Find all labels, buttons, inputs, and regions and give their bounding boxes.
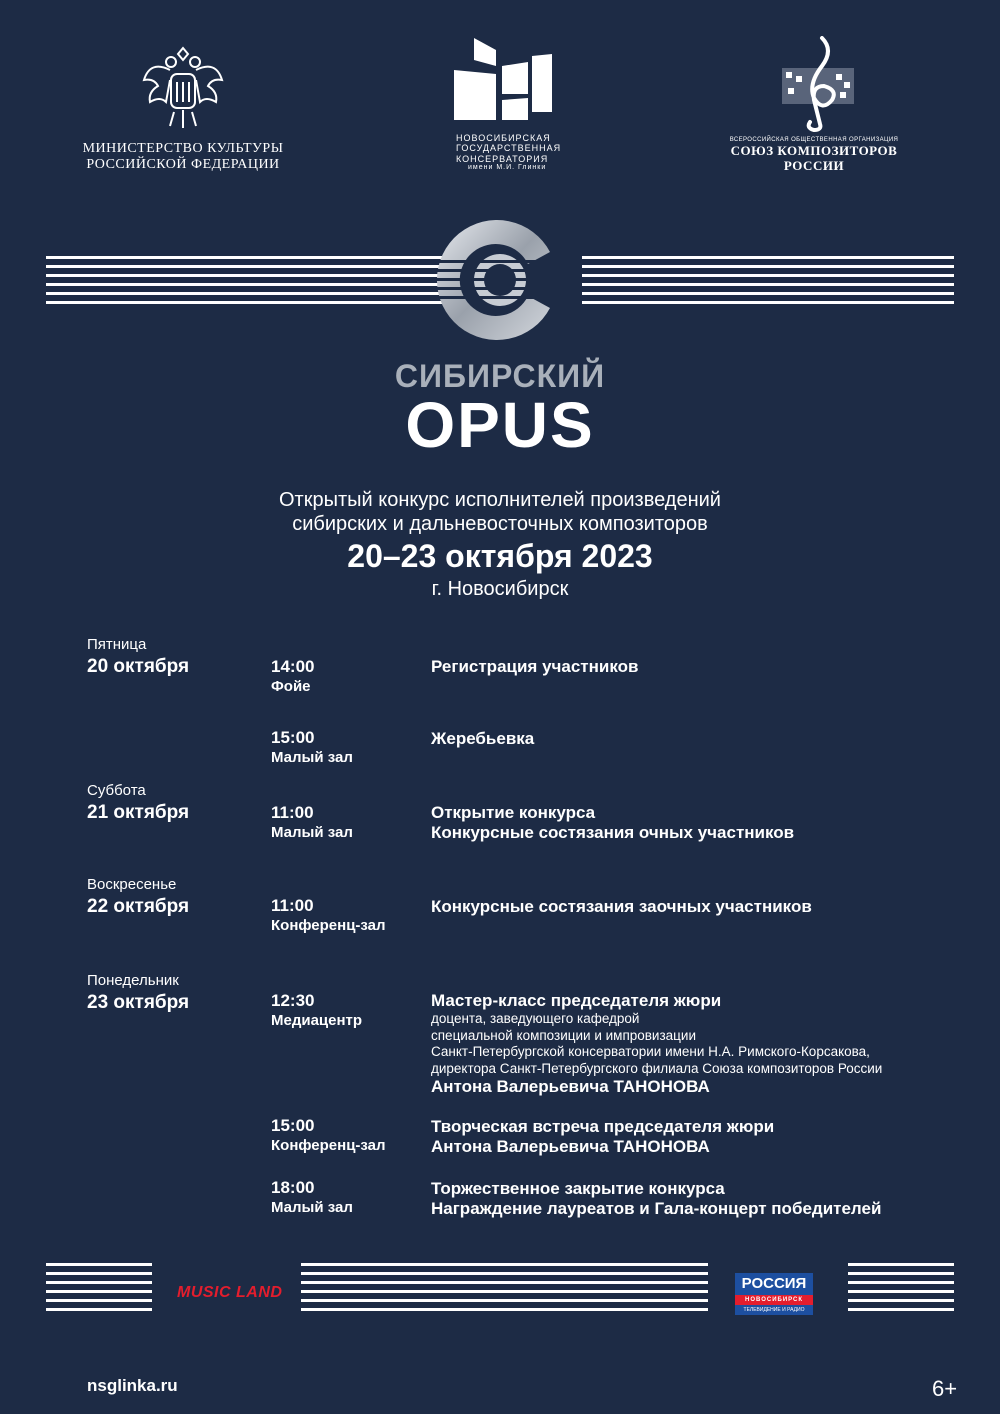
event-detail-line: Санкт-Петербургской консерватории имени Н.А. Римского-Корсакова,: [431, 1044, 870, 1059]
event-detail-line: доцента, заведующего кафедрой: [431, 1011, 640, 1026]
title-opus: OPUS: [405, 389, 595, 461]
event-detail-line: директора Санкт-Петербургского филиала Союза композиторов России: [431, 1060, 883, 1076]
composers-union-caption: ВСЕРОССИЙСКАЯ ОБЩЕСТВЕННАЯ ОРГАНИЗАЦИЯ СОЮЗ КОМПОЗИТОРОВ РОССИИ: [729, 137, 899, 173]
conservatory-logo: [452, 36, 554, 122]
ministry-caption: МИНИСТЕРСТВО КУЛЬТУРЫ РОССИЙСКОЙ ФЕДЕРАЦИИ: [82, 141, 284, 173]
event-title: [431, 1179, 881, 1219]
event-title: Конкурсные состязания заочных участников: [431, 897, 812, 916]
russia-tv-city: НОВОСИБИРСК: [735, 1295, 813, 1305]
website-link[interactable]: nsglinka.ru: [87, 1376, 178, 1395]
event-title-line: Конкурсные состязания очных участников: [431, 823, 795, 842]
event-title-line: Открытие конкурса: [431, 803, 596, 822]
day-name: Воскресенье: [87, 876, 177, 893]
russia-tv-sub: ТЕЛЕВИДЕНИЕ И РАДИО: [735, 1305, 813, 1315]
subtitle-line2: сибирских и дальневосточных композиторов: [292, 513, 708, 535]
event-time: 12:30: [271, 991, 315, 1010]
ministry-emblem: [140, 40, 226, 132]
event-place: Медиацентр: [271, 1012, 363, 1029]
event-time: 14:00: [271, 657, 315, 676]
event-title: Регистрация участников: [431, 657, 639, 676]
event-title-line: Награждение лауреатов и Гала-концерт победителей: [431, 1199, 882, 1218]
event-place: Малый зал: [271, 1199, 353, 1216]
event-title: [431, 1117, 774, 1157]
footer-stripes-right: [848, 1263, 954, 1317]
event-place: Фойе: [271, 678, 311, 695]
festival-city: г. Новосибирск: [431, 578, 569, 600]
event-time: 11:00: [271, 803, 314, 822]
event-place: Конференц-зал: [271, 1137, 386, 1154]
event-title: [431, 991, 976, 1097]
conservatory-caption: НОВОСИБИРСКАЯ ГОСУДАРСТВЕННАЯ КОНСЕРВАТОРИЯ имени М.И. Глинки: [456, 133, 562, 172]
event-title: Жеребьевка: [431, 729, 535, 748]
footer-stripes-left: [46, 1263, 152, 1317]
event-title-line: Антона Валерьевича ТАНОНОВА: [431, 1077, 710, 1096]
day-date: 20 октября: [87, 656, 190, 677]
event-title: [431, 803, 794, 843]
composers-union-logo: [778, 36, 858, 132]
event-place: Малый зал: [271, 824, 353, 841]
event-title-line: Торжественное закрытие конкурса: [431, 1179, 725, 1198]
event-time: 15:00: [271, 1116, 315, 1135]
musicland-logo: MUSIC LAND: [177, 1284, 283, 1301]
title-siberian: СИБИРСКИЙ: [394, 358, 606, 394]
event-time: 11:00: [271, 896, 314, 915]
russia-tv-title: РОССИЯ: [735, 1273, 813, 1295]
festival-dates: 20–23 октября 2023: [347, 538, 653, 574]
subtitle-line1: Открытый конкурс исполнителей произведений: [279, 489, 721, 511]
footer-stripes-center: [301, 1263, 708, 1317]
event-time: 15:00: [271, 728, 315, 747]
day-name: Понедельник: [87, 972, 179, 989]
event-place: Конференц-зал: [271, 917, 386, 934]
event-title-line: Мастер-класс председателя жюри: [431, 991, 722, 1010]
event-title-line: Антона Валерьевича ТАНОНОВА: [431, 1137, 710, 1156]
event-time: 18:00: [271, 1178, 315, 1197]
day-name: Пятница: [87, 636, 147, 653]
header-stripes-right: [582, 256, 954, 310]
day-date: 22 октября: [87, 896, 190, 917]
opus-emblem: [432, 212, 568, 348]
day-date: 21 октября: [87, 802, 190, 823]
day-name: Суббота: [87, 782, 146, 799]
event-detail-line: специальной композиции и импровизации: [431, 1027, 696, 1043]
event-place: Малый зал: [271, 749, 353, 766]
header-stripes-left: [46, 256, 452, 310]
event-title-line: Творческая встреча председателя жюри: [431, 1117, 775, 1136]
age-rating: 6+: [932, 1376, 958, 1401]
russia-tv-logo: [735, 1273, 813, 1315]
day-date: 23 октября: [87, 992, 190, 1013]
